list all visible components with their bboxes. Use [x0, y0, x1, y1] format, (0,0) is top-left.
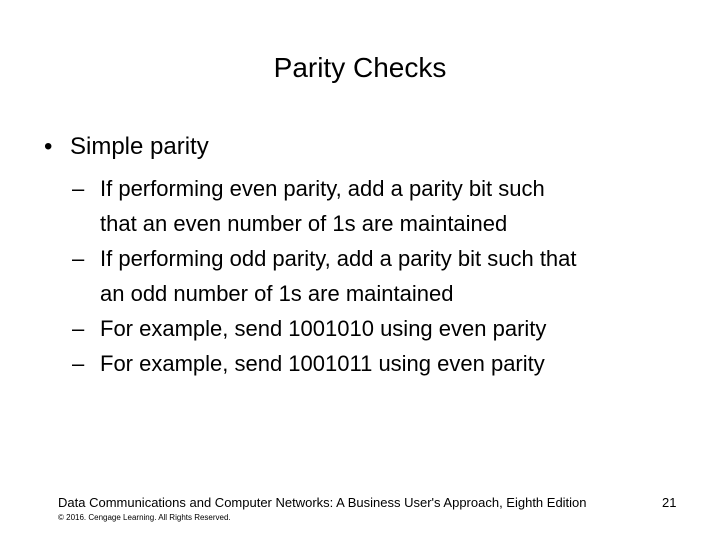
dash-marker: –	[72, 176, 85, 201]
sub-bullet-line: that an even number of 1s are maintained	[100, 211, 508, 236]
sub-bullet-line: For example, send 1001011 using even parity	[100, 351, 545, 376]
sub-bullet-line: For example, send 1001010 using even parity	[100, 316, 547, 341]
dash-marker: –	[72, 316, 85, 341]
footer-text: Data Communications and Computer Networks: A Business User's Approach, Eighth Edition	[58, 495, 587, 510]
sub-bullet-list	[72, 171, 692, 381]
sub-bullet-line: an odd number of 1s are maintained	[100, 281, 454, 306]
sub-bullet-even-parity	[72, 171, 692, 241]
page-number: 21	[662, 495, 677, 510]
sub-bullet-line: If performing odd parity, add a parity bit such that	[100, 246, 577, 271]
slide-title: Parity Checks	[273, 52, 447, 83]
sub-bullet-example-1	[72, 311, 692, 346]
bullet-simple-parity	[44, 131, 209, 163]
dash-marker: –	[72, 246, 85, 271]
sub-bullet-odd-parity	[72, 241, 692, 311]
sub-bullet-example-2	[72, 346, 692, 381]
bullet-marker: •	[44, 133, 53, 160]
sub-bullet-line: If performing even parity, add a parity bit such	[100, 176, 545, 201]
dash-marker: –	[72, 351, 85, 376]
bullet-text: Simple parity	[70, 133, 209, 160]
copyright-text: © 2016. Cengage Learning. All Rights Reserved.	[58, 513, 231, 522]
